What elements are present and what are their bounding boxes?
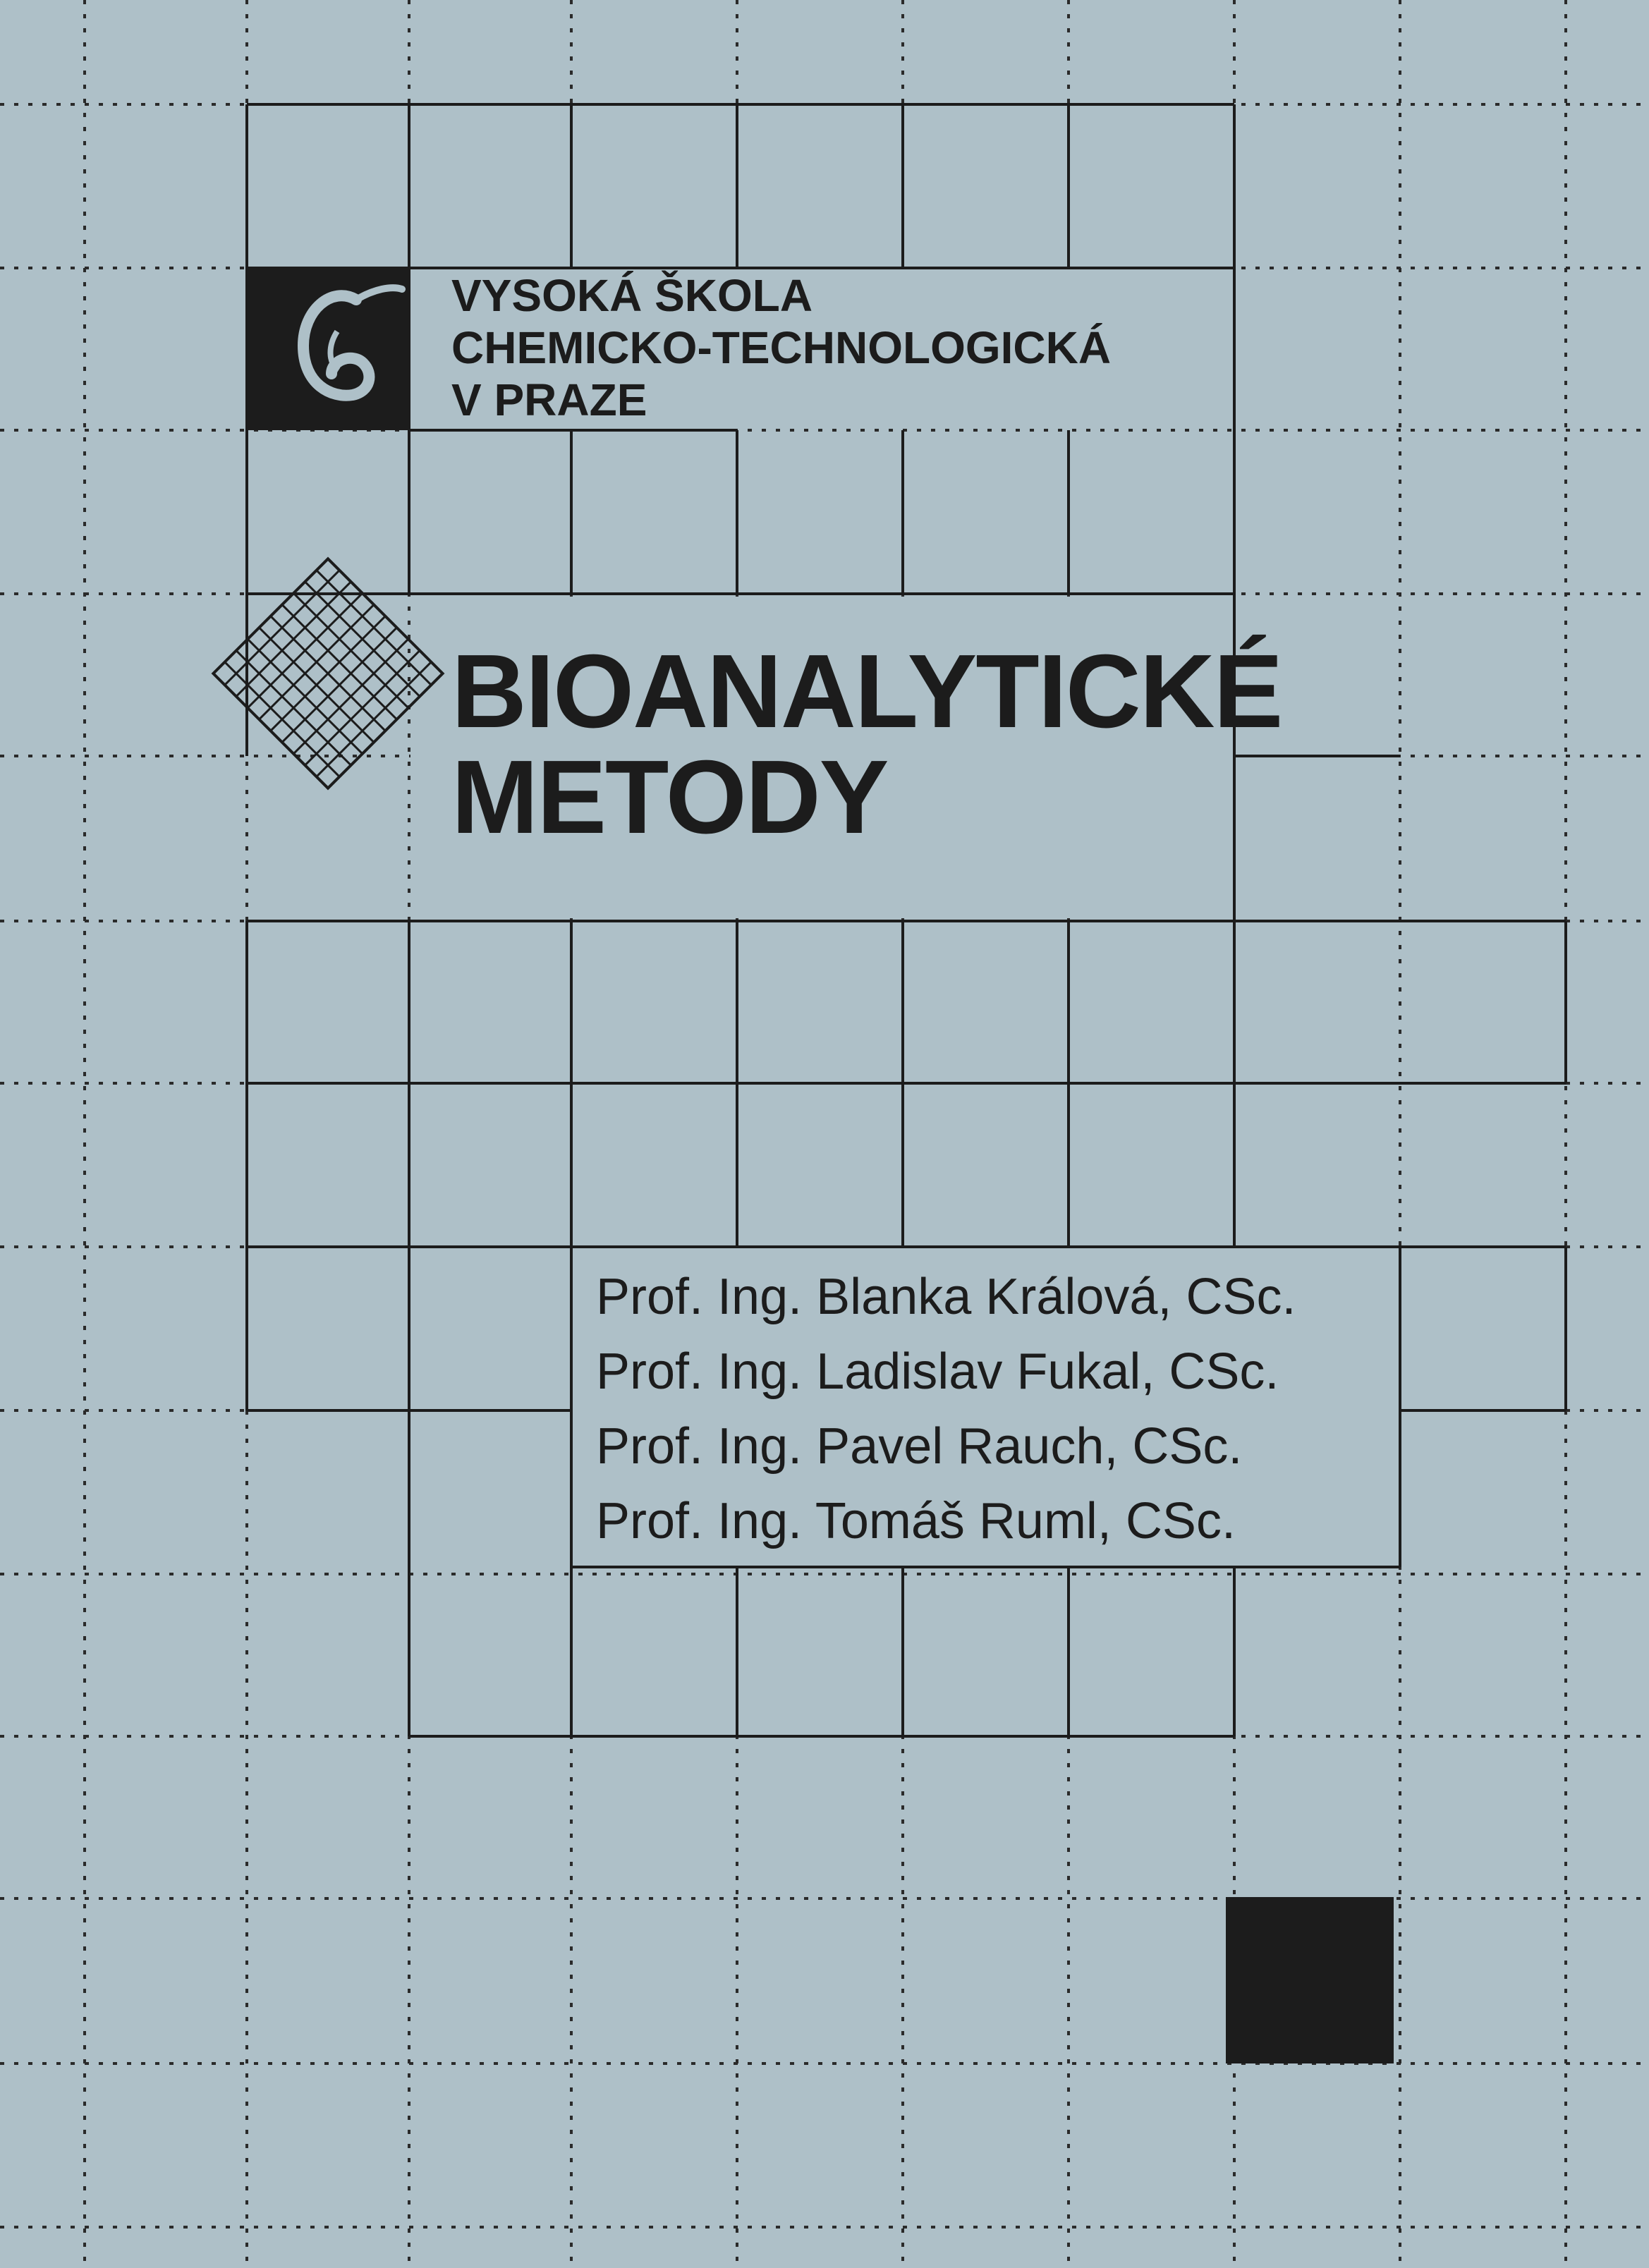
institution-line-1: VYSOKÁ ŠKOLA bbox=[451, 270, 813, 321]
institution-name bbox=[451, 269, 1111, 426]
title-line-2: METODY bbox=[451, 739, 888, 855]
institution-line-2: CHEMICKO-TECHNOLOGICKÁ bbox=[451, 322, 1112, 373]
black-square bbox=[1226, 1897, 1394, 2063]
institution-line-3: V PRAZE bbox=[451, 374, 647, 425]
vscht-logo-icon bbox=[247, 268, 409, 430]
author-3: Prof. Ing. Pavel Rauch, CSc. bbox=[596, 1418, 1243, 1475]
book-title bbox=[451, 633, 1282, 855]
author-1: Prof. Ing. Blanka Králová, CSc. bbox=[596, 1269, 1296, 1325]
author-2: Prof. Ing. Ladislav Fukal, CSc. bbox=[596, 1343, 1279, 1400]
authors-list bbox=[596, 1260, 1296, 1559]
title-line-1: BIOANALYTICKÉ bbox=[451, 633, 1282, 750]
author-4: Prof. Ing. Tomáš Ruml, CSc. bbox=[596, 1493, 1236, 1549]
